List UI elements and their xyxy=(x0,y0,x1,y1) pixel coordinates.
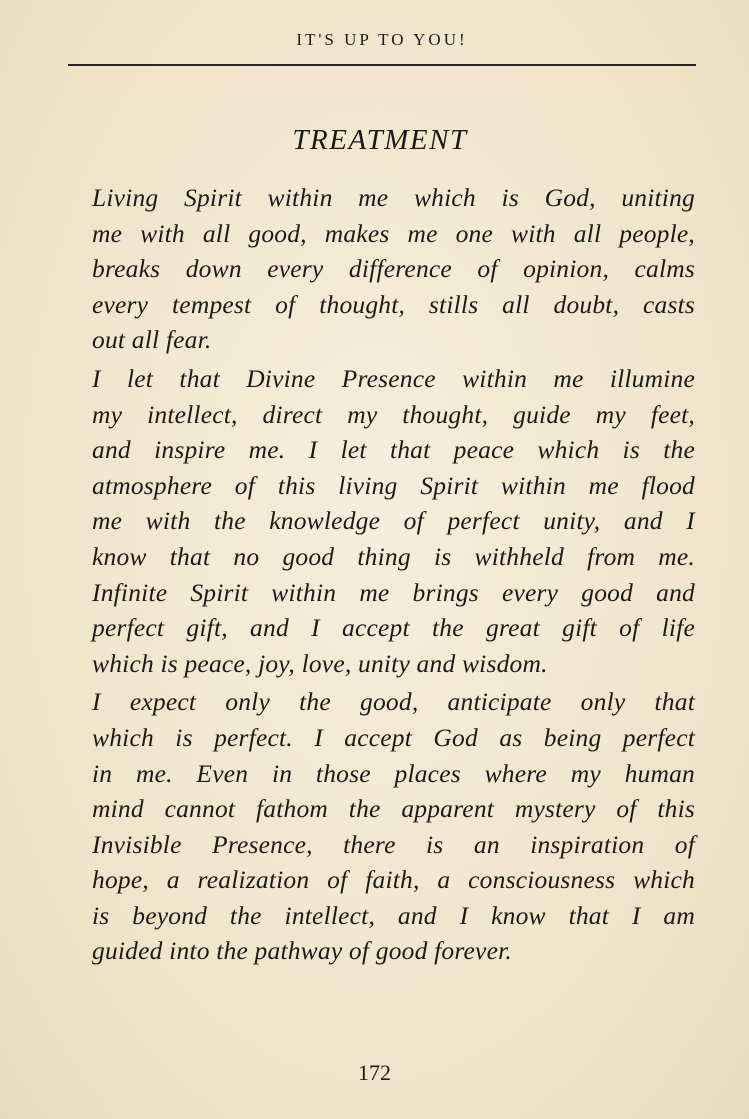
text-line: me with all good, makes me one with all people, xyxy=(92,218,695,248)
text-line: in me. Even in those places where my human xyxy=(92,758,695,788)
text-line: breaks down every difference of opinion, calms xyxy=(92,254,695,284)
header-rule xyxy=(68,64,696,66)
text-line: and inspire me. I let that peace which is the xyxy=(92,435,695,465)
page-number: 172 xyxy=(358,1060,391,1085)
text-line: Living Spirit within me which is God, uniting xyxy=(92,183,695,212)
running-head: IT'S UP TO YOU! xyxy=(296,30,468,49)
text-line: mind cannot fathom the apparent mystery of this xyxy=(92,794,695,824)
text-line: Invisible Presence, there is an inspiration of xyxy=(92,829,695,859)
text-line: which is perfect. I accept God as being perfect xyxy=(92,722,695,752)
body-text xyxy=(60,180,695,972)
text-line: I expect only the good, anticipate only that xyxy=(92,687,695,717)
text-line: my intellect, direct my thought, guide my feet, xyxy=(92,399,695,429)
text-line: me with the knowledge of perfect unity, and I xyxy=(92,506,695,536)
text-line: which is peace, joy, love, unity and wisdom. xyxy=(92,648,548,678)
paragraph-2 xyxy=(60,361,695,681)
text-line: atmosphere of this living Spirit within me flood xyxy=(92,470,695,500)
paragraph-3 xyxy=(60,684,695,969)
text-line: is beyond the intellect, and I know that I am xyxy=(92,900,695,930)
text-line: every tempest of thought, stills all doubt, casts xyxy=(92,289,695,319)
paragraph-1 xyxy=(60,180,695,358)
text-line: out all fear. xyxy=(92,325,212,355)
text-line: know that no good thing is withheld from me. xyxy=(92,541,695,571)
text-line: hope, a realization of faith, a consciousness which xyxy=(92,865,695,895)
section-title: TREATMENT xyxy=(292,124,468,156)
text-line: I let that Divine Presence within me illumine xyxy=(92,363,695,393)
text-line: perfect gift, and I accept the great gift of life xyxy=(92,613,695,643)
text-line: guided into the pathway of good forever. xyxy=(92,936,512,966)
text-line: Infinite Spirit within me brings every good and xyxy=(92,577,695,607)
